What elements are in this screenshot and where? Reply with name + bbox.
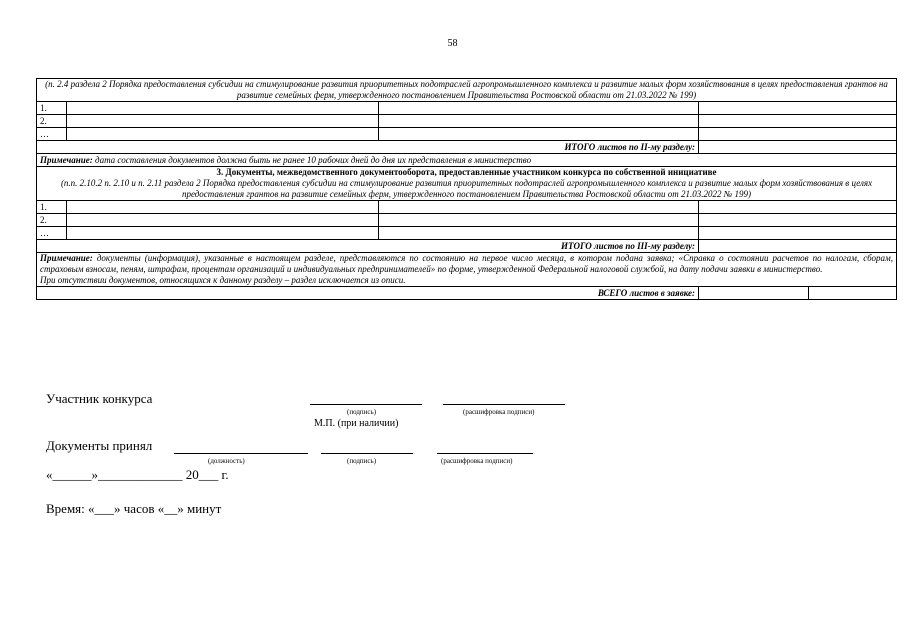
grand-total-extra — [809, 287, 897, 300]
row-number: 2. — [37, 214, 67, 227]
signature-caption: (подпись) — [347, 457, 377, 465]
accepted-label: Документы принял — [46, 438, 153, 453]
section3-intro: (п.п. 2.10.2 п. 2.10 и п. 2.11 раздела 2 Порядка предоставления субсидии на стимулирование развития приоритетных подотраслей агропромышленного комплекса и развитие малых форм хозяйствования в целях предоставления грантов на развитие семейных ферм, утвержденного постановлением Правительства Ростовской области от 21.03.2022 № 199) — [60, 178, 873, 199]
table-row — [37, 201, 897, 214]
section2-total-value — [699, 141, 897, 154]
row-number: … — [37, 128, 67, 141]
decoding-caption: (расшифровка подписи) — [463, 408, 535, 416]
time-line: Время: «___» часов «__» минут — [46, 501, 222, 516]
table-row — [37, 128, 897, 141]
grand-total-label: ВСЕГО листов в заявке: — [37, 287, 699, 300]
section3-total-row — [37, 240, 897, 253]
note-extra: При отсутствии документов, относящихся к данному разделу – раздел исключается из описи. — [40, 275, 406, 285]
section3-total-value — [699, 240, 897, 253]
participant-decoding-line — [443, 404, 565, 405]
grand-total-row — [37, 287, 897, 300]
signature-caption: (подпись) — [347, 408, 377, 416]
section3-total-label: ИТОГО листов по III-му разделу: — [37, 240, 699, 253]
position-line — [174, 453, 308, 454]
table-row — [37, 102, 897, 115]
accepted-decoding-line — [437, 453, 533, 454]
grand-total-value — [699, 287, 809, 300]
section2-total-label: ИТОГО листов по II-му разделу: — [37, 141, 699, 154]
table-row — [37, 214, 897, 227]
participant-signature-line — [310, 404, 422, 405]
section2-note — [37, 154, 897, 167]
row-number: 2. — [37, 115, 67, 128]
row-number: 1. — [37, 102, 67, 115]
section2-total-row — [37, 141, 897, 154]
row-number: … — [37, 227, 67, 240]
stamp-note: М.П. (при наличии) — [314, 418, 399, 429]
section3-title: 3. Документы, межведомственного документооборота, предоставленные участником конкурса по собственной инициативе — [216, 167, 717, 177]
position-caption: (должность) — [208, 457, 245, 465]
table-row — [37, 227, 897, 240]
section2-intro: (п. 2.4 раздела 2 Порядка предоставления субсидии на стимулирование развития приоритетных подотраслей агропромышленного комплекса и развитие малых форм хозяйствования в целях предоставления грантов на развитие семейных ферм, утвержденного постановлением Правительства Ростовской области от 21.03.2022 № 199) — [37, 79, 897, 102]
table-row — [37, 115, 897, 128]
section2-intro-row — [37, 79, 897, 102]
note-text: документы (информация), указанные в настоящем разделе, представляются по состоянию на первое число месяца, в котором подана заявка; «Справка о состоянии расчетов по налогам, сборам, страховым взносам, пеням, штрафам, процентам организаций и индивидуальных предпринимателей» по форме, утвержденной Федеральной налоговой службой, на дату подачи заявки в министерство. — [40, 253, 894, 274]
accepted-signature-line — [321, 453, 413, 454]
section3-header-row — [37, 167, 897, 201]
note-text: дата составления документов должна быть не ранее 10 рабочих дней до дня их представления в министерство — [92, 154, 532, 165]
note-label: Примечание: — [40, 154, 93, 165]
section2-note-row — [37, 154, 897, 167]
section3-note-row — [37, 253, 897, 287]
participant-label: Участник конкурса — [46, 391, 153, 406]
date-line: «______»_____________ 20___ г. — [46, 467, 229, 482]
decoding-caption: (расшифровка подписи) — [441, 457, 513, 465]
section3-header — [37, 167, 897, 201]
section3-note — [37, 253, 897, 287]
documents-inventory-table — [36, 78, 897, 300]
note-label: Примечание: — [40, 253, 93, 263]
row-number: 1. — [37, 201, 67, 214]
page-number: 58 — [447, 38, 458, 49]
